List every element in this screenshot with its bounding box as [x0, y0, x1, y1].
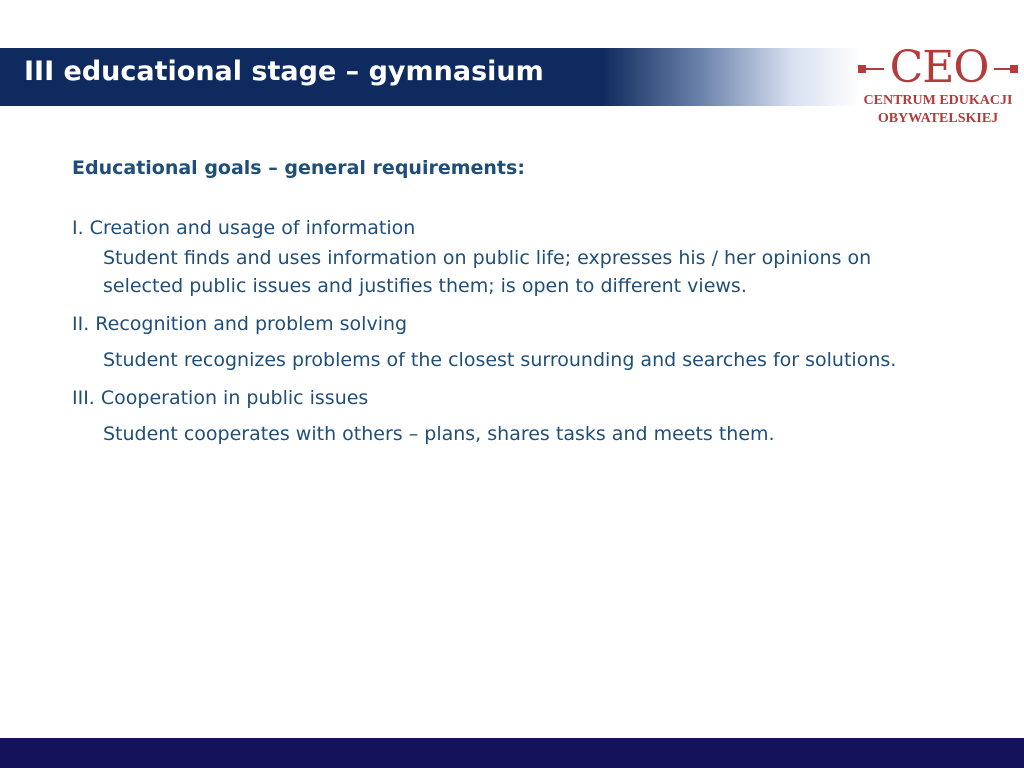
goal-title: I. Creation and usage of information	[72, 217, 416, 239]
logo-mark	[858, 44, 1018, 92]
slide-title: III educational stage – gymnasium	[24, 56, 544, 87]
footer-bar	[0, 738, 1024, 768]
goal-section	[72, 310, 952, 374]
logo-subtitle-line2: OBYWATELSKIEJ	[877, 111, 999, 126]
goal-section	[72, 384, 952, 448]
logo-wordmark: CEO	[889, 42, 989, 93]
goal-title: II. Recognition and problem solving	[72, 313, 408, 335]
logo-dot-right	[1010, 65, 1018, 73]
goal-title: III. Cooperation in public issues	[72, 387, 369, 409]
logo-subtitle-line1: CENTRUM EDUKACJI	[863, 93, 1013, 108]
content-heading: Educational goals – general requirements:	[72, 157, 525, 179]
goal-description: Student finds and uses information on public life; expresses his / her opinions on selected public issues and justifies them; is open to different views.	[103, 247, 872, 297]
goal-description: Student recognizes problems of the closest surrounding and searches for solutions.	[103, 349, 897, 371]
slide-content	[72, 154, 952, 458]
goal-description: Student cooperates with others – plans, shares tasks and meets them.	[103, 423, 775, 445]
ceo-logo	[858, 44, 1018, 136]
goal-section	[72, 214, 952, 300]
logo-line-left	[862, 68, 884, 70]
